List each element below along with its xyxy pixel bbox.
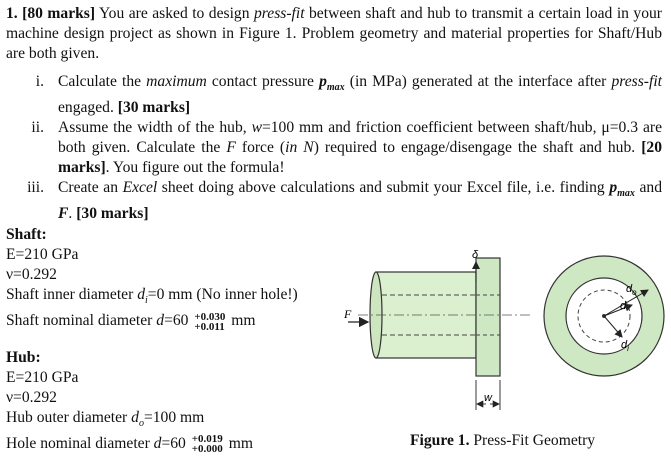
prop-text: Hub outer diameter — [6, 408, 132, 426]
di-label: $d_i$ — [621, 339, 629, 353]
prop-unit: mm — [224, 434, 253, 452]
shaft-header: Shaft: — [6, 226, 47, 243]
problem-number: 1. — [6, 5, 18, 22]
prop-text: =60 — [161, 434, 190, 452]
hub-header: Hub: — [6, 348, 41, 366]
tol-lower: +0.000 — [191, 443, 223, 456]
task-emphasis: maximum — [146, 73, 207, 90]
prop-text: =0 mm (No inner hole!) — [147, 286, 298, 303]
pmax-subscript: max — [326, 82, 345, 94]
d-symbol: d — [137, 286, 145, 303]
task-emphasis: Excel — [122, 179, 158, 197]
task-text: Calculate the — [58, 73, 147, 90]
caption-bold: Figure 1. — [410, 432, 470, 449]
prop-text: Shaft inner diameter — [6, 286, 138, 303]
task-number: i. — [35, 73, 44, 90]
hub-end-view — [544, 256, 664, 376]
prop-text: Shaft nominal diameter — [6, 312, 157, 330]
tol-upper: +0.019 — [191, 433, 223, 446]
task-number: iii. — [27, 179, 44, 197]
w-symbol: w — [251, 119, 262, 137]
task-text: ) required to engage/disengage the shaft and hub. — [313, 139, 642, 157]
task-emphasis: press-fit — [611, 73, 662, 90]
task-text: Assume the width of the hub, — [58, 119, 252, 137]
prop-unit: mm — [227, 312, 256, 330]
prop-text: Hole nominal diameter — [6, 434, 154, 452]
problem-marks: [80 marks] — [22, 5, 96, 22]
intro-text-a: You are asked to design — [95, 5, 254, 22]
hub-modulus: E=210 GPa — [6, 368, 79, 386]
prop-text: =60 — [164, 312, 193, 330]
task-text: Create an — [58, 179, 123, 197]
d-symbol: d — [156, 312, 165, 330]
pmax-symbol: p — [319, 73, 327, 90]
task-marks: [30 marks] — [117, 99, 191, 117]
force-arrow — [343, 307, 368, 322]
shaft-poisson: ν=0.292 — [6, 266, 57, 283]
hub-poisson: ν=0.292 — [6, 388, 57, 406]
d-subscript: o — [138, 417, 144, 429]
intro-press-fit: press-fit — [254, 5, 305, 22]
tol-lower: +0.011 — [194, 320, 225, 333]
task-marks: [20 marks] — [58, 139, 662, 177]
prop-text: =100 mm — [143, 408, 205, 426]
d-symbol: d — [131, 408, 139, 426]
task-text: force ( — [235, 139, 286, 157]
do-label: $d_o$ — [626, 283, 637, 297]
task-text: . — [68, 205, 77, 223]
task-text: . You figure out the formula! — [105, 159, 285, 177]
shaft-modulus: E=210 GPa — [6, 246, 79, 263]
task-text: sheet doing above calculations and submit your Excel file, i.e. finding — [157, 179, 610, 197]
width-label: w — [484, 392, 492, 404]
d-symbol: d — [153, 434, 162, 452]
tol-upper: +0.030 — [194, 310, 226, 323]
task-text: (in MPa) generated at the interface after — [344, 73, 612, 90]
task-emphasis: in N — [285, 139, 314, 157]
width-dimension — [476, 380, 500, 410]
d-label: d — [620, 300, 627, 312]
hub-side-view — [476, 258, 500, 376]
caption-text: Press-Fit Geometry — [469, 432, 596, 449]
hub-body — [476, 258, 500, 376]
delta-label: δ — [472, 249, 479, 261]
task-number: ii. — [31, 119, 44, 137]
task-text: contact pressure — [206, 73, 320, 90]
force-symbol: F — [226, 139, 236, 157]
pmax-symbol: p — [609, 179, 618, 197]
intro-text-b: between shaft and hub to transmit a certain load in your machine design project as shown in Figure 1. Problem geometry and material properties for Shaft/Hub are both given. — [6, 5, 663, 62]
task-text: =100 mm and friction coefficient between shaft/hub, μ=0.3 are both given. Calculate the — [58, 119, 662, 157]
task-marks: [30 marks] — [76, 205, 149, 223]
d-subscript: i — [145, 295, 148, 307]
force-symbol: F — [58, 205, 69, 223]
task-text: and — [634, 179, 662, 197]
pmax-subscript: max — [617, 188, 635, 200]
force-label: F — [344, 307, 352, 321]
figure-caption — [410, 432, 595, 450]
task-text: engaged. — [58, 99, 118, 117]
